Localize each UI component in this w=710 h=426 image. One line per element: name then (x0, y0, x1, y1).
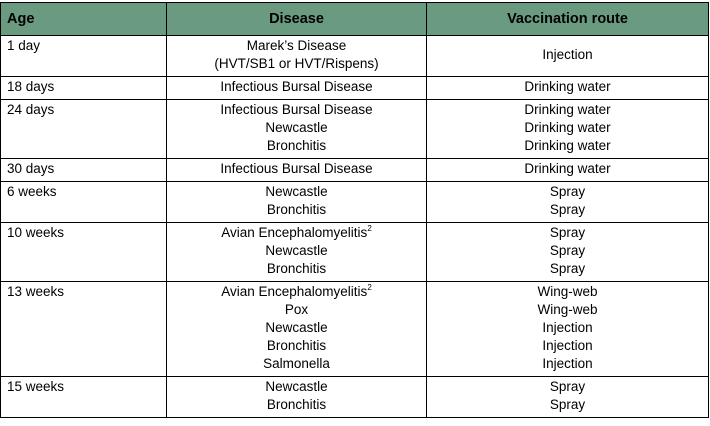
table-row (1, 223, 709, 282)
disease-line (173, 37, 420, 55)
footnote-marker: 2 (367, 283, 372, 292)
route-line: Injection (542, 356, 593, 371)
route-line: Spray (549, 261, 586, 276)
table-row (1, 100, 709, 159)
route-line: Drinking water (524, 161, 611, 176)
disease-line (173, 160, 420, 178)
route-line: Spray (549, 397, 586, 412)
age-cell: 24 days (1, 100, 167, 159)
footnote-marker: 2 (367, 224, 372, 233)
route-cell (427, 282, 709, 377)
disease-name: Newcastle (265, 184, 328, 199)
table-row (1, 282, 709, 377)
route-line: Drinking water (524, 102, 611, 117)
header-age: Age (1, 3, 167, 36)
route-cell (427, 77, 709, 100)
age-cell: 18 days (1, 77, 167, 100)
table-row (1, 159, 709, 182)
route-line: Wing-web (537, 284, 598, 299)
disease-line (173, 301, 420, 319)
route-line: Spray (549, 184, 586, 199)
route-cell (427, 377, 709, 418)
age-cell: 13 weeks (1, 282, 167, 377)
disease-line (173, 224, 420, 242)
disease-name: Salmonella (263, 356, 330, 371)
disease-line (173, 355, 420, 373)
disease-name: Newcastle (265, 120, 328, 135)
route-cell (427, 159, 709, 182)
route-line: Spray (549, 243, 586, 258)
disease-cell (167, 223, 427, 282)
disease-name: Infectious Bursal Disease (220, 79, 373, 94)
route-line: Spray (549, 202, 586, 217)
disease-name: Avian Encephalomyelitis (221, 284, 368, 299)
route-line: Drinking water (524, 138, 611, 153)
disease-name: Bronchitis (266, 397, 327, 412)
disease-name: Avian Encephalomyelitis (221, 225, 368, 240)
disease-line (173, 55, 420, 73)
table-row (1, 36, 709, 77)
disease-name: (HVT/SB1 or HVT/Rispens) (214, 56, 379, 71)
age-cell: 1 day (1, 36, 167, 77)
disease-name: Bronchitis (266, 338, 327, 353)
disease-cell (167, 282, 427, 377)
disease-cell (167, 100, 427, 159)
table-row (1, 77, 709, 100)
disease-line (173, 183, 420, 201)
header-vaccination-route: Vaccination route (427, 3, 709, 36)
disease-name: Bronchitis (266, 202, 327, 217)
disease-line (173, 260, 420, 278)
header-row (1, 3, 709, 36)
header-disease: Disease (167, 3, 427, 36)
disease-name: Infectious Bursal Disease (220, 102, 373, 117)
route-line: Injection (542, 47, 593, 62)
route-cell (427, 223, 709, 282)
table-row (1, 182, 709, 223)
vaccination-schedule-table (0, 2, 709, 418)
route-line: Wing-web (537, 302, 598, 317)
route-line: Injection (542, 320, 593, 335)
age-cell: 30 days (1, 159, 167, 182)
disease-name: Marek’s Disease (246, 38, 347, 53)
disease-cell (167, 182, 427, 223)
disease-line (173, 101, 420, 119)
disease-name: Newcastle (265, 243, 328, 258)
disease-cell (167, 77, 427, 100)
route-line: Spray (549, 379, 586, 394)
disease-name: Bronchitis (266, 261, 327, 276)
age-cell: 10 weeks (1, 223, 167, 282)
disease-name: Newcastle (265, 320, 328, 335)
disease-line (173, 319, 420, 337)
disease-line (173, 78, 420, 96)
age-cell: 15 weeks (1, 377, 167, 418)
disease-name: Newcastle (265, 379, 328, 394)
disease-cell (167, 377, 427, 418)
age-cell: 6 weeks (1, 182, 167, 223)
disease-line (173, 201, 420, 219)
table-row (1, 377, 709, 418)
disease-line (173, 378, 420, 396)
disease-line (173, 283, 420, 301)
disease-name: Bronchitis (266, 138, 327, 153)
disease-line (173, 396, 420, 414)
route-cell (427, 36, 709, 77)
route-line: Drinking water (524, 120, 611, 135)
table-body (1, 36, 709, 418)
disease-name: Infectious Bursal Disease (220, 161, 373, 176)
route-cell (427, 100, 709, 159)
disease-line (173, 242, 420, 260)
route-line: Injection (542, 338, 593, 353)
disease-line (173, 119, 420, 137)
disease-cell (167, 36, 427, 77)
route-line: Spray (549, 225, 586, 240)
disease-cell (167, 159, 427, 182)
route-cell (427, 182, 709, 223)
disease-name: Pox (284, 302, 309, 317)
disease-line (173, 337, 420, 355)
route-line: Drinking water (524, 79, 611, 94)
disease-line (173, 137, 420, 155)
